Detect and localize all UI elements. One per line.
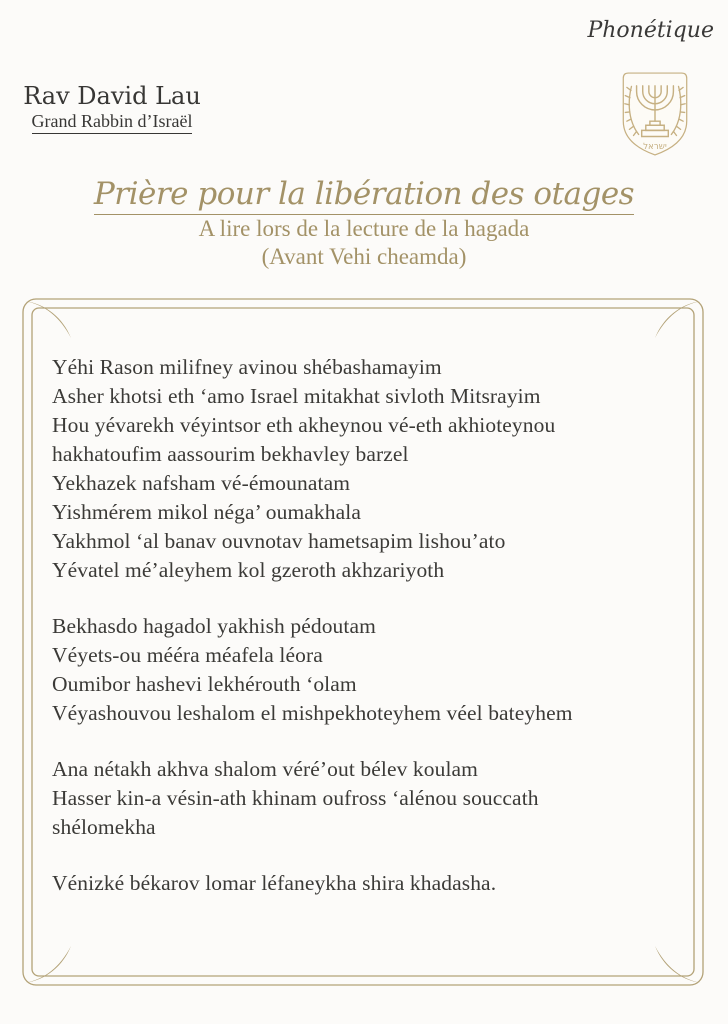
phonetique-label: Phonétique xyxy=(587,18,714,43)
prayer-line: Hasser kin-a vésin-ath khinam oufross ‘alénou souccath xyxy=(52,786,539,810)
page-title: Prière pour la libération des otages xyxy=(94,176,634,215)
prayer-line: Yakhmol ‘al banav ouvnotav hametsapim lishou’ato xyxy=(52,529,506,553)
prayer-line: Véyets-ou mééra méafela léora xyxy=(52,643,323,667)
author-title: Grand Rabbin d’Israël xyxy=(32,110,193,134)
author-name: Rav David Lau xyxy=(23,82,201,110)
israel-emblem-icon xyxy=(618,70,692,158)
stanza-4 xyxy=(52,869,676,898)
subtitle-line-1: A lire lors de la lecture de la hagada xyxy=(198,216,530,241)
prayer-line: Vénizké békarov lomar léfaneykha shira khadasha. xyxy=(52,871,497,895)
author-block xyxy=(22,82,202,134)
stanza-1 xyxy=(52,353,676,585)
stanza-2 xyxy=(52,612,676,728)
prayer-line: shélomekha xyxy=(52,815,156,839)
prayer-line: Véyashouvou leshalom el mishpekhoteyhem véel bateyhem xyxy=(52,701,573,725)
emblem-hebrew-text: ישראל xyxy=(643,141,667,152)
prayer-line: Ana nétakh akhva shalom véré’out bélev koulam xyxy=(52,757,478,781)
subtitle-line-2: (Avant Vehi cheamda) xyxy=(261,244,467,269)
prayer-line: Yévatel mé’aleyhem kol gzeroth akhzariyoth xyxy=(52,558,445,582)
prayer-line: hakhatoufim aassourim bekhavley barzel xyxy=(52,442,409,466)
prayer-text xyxy=(52,353,676,898)
prayer-line: Yishmérem mikol néga’ oumakhala xyxy=(52,500,361,524)
prayer-line: Bekhasdo hagadol yakhish pédoutam xyxy=(52,614,376,638)
title-block xyxy=(0,176,728,271)
stanza-3 xyxy=(52,755,676,842)
prayer-line: Oumibor hashevi lekhérouth ‘olam xyxy=(52,672,357,696)
prayer-line: Yéhi Rason milifney avinou shébashamayim xyxy=(52,355,442,379)
prayer-line: Asher khotsi eth ‘amo Israel mitakhat sivloth Mitsrayim xyxy=(52,384,541,408)
prayer-line: Yekhazek nafsham vé-émounatam xyxy=(52,471,351,495)
prayer-line: Hou yévarekh véyintsor eth akheynou vé-eth akhioteynou xyxy=(52,413,556,437)
